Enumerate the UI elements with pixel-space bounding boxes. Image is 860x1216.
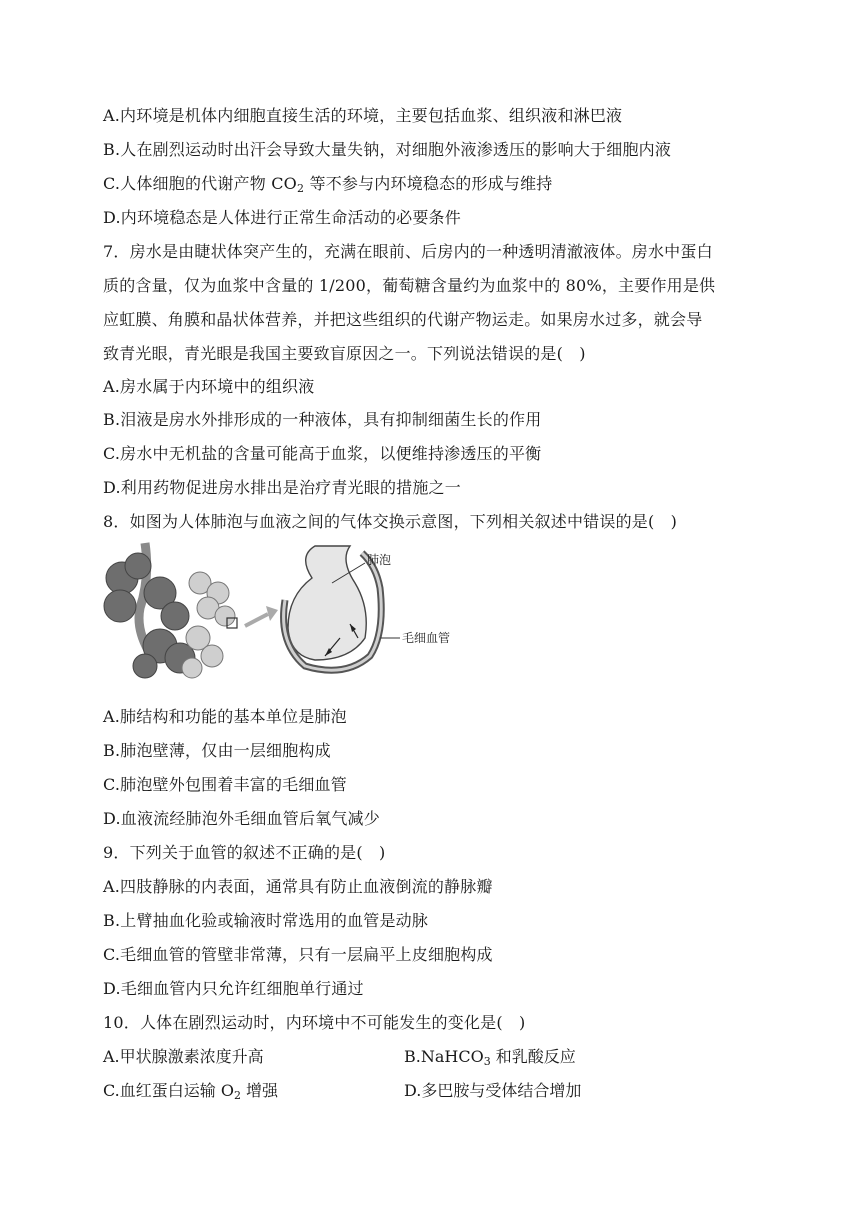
q6-option-d: D.内环境稳态是人体进行正常生命活动的必要条件 [103, 208, 461, 227]
q6-option-c-rest: 等不参与内环境稳态的形成与维持 [304, 174, 553, 193]
q8-option-c: C.肺泡壁外包围着丰富的毛细血管 [103, 775, 347, 794]
q8-option-d: D.血液流经肺泡外毛细血管后氧气减少 [103, 809, 380, 828]
alveolus-label: 肺泡 [367, 553, 392, 567]
alveolar-clusters-dark [104, 553, 195, 678]
q6-option-c [103, 174, 553, 194]
q6-option-a: A.内环境是机体内细胞直接生活的环境，主要包括血浆、组织液和淋巴液 [103, 106, 623, 125]
q10-option-c-subscript: 2 [233, 1089, 241, 1102]
zoom-arrow-head [266, 606, 278, 621]
q9-option-a: A.四肢静脉的内表面，通常具有防止血液倒流的静脉瓣 [103, 877, 493, 896]
q10-option-b-rest: 和乳酸反应 [490, 1047, 576, 1066]
q7-stem-line-2: 质的含量，仅为血浆中含量的 1/200，葡萄糖含量约为血浆中的 80%，主要作用是供 [103, 276, 716, 295]
q10-option-b-text: B.NaHCO [404, 1047, 484, 1066]
q9-stem: 9．下列关于血管的叙述不正确的是( ) [103, 843, 386, 862]
q9-option-c: C.毛细血管的管壁非常薄，只有一层扁平上皮细胞构成 [103, 945, 493, 964]
q10-option-d: D.多巴胺与受体结合增加 [404, 1081, 582, 1100]
q10-option-c [103, 1081, 278, 1101]
alveolus-gas-exchange-figure [100, 538, 460, 688]
q7-option-c: C.房水中无机盐的含量可能高于血浆，以便维持渗透压的平衡 [103, 444, 542, 463]
q10-option-a: A.甲状腺激素浓度升高 [103, 1047, 264, 1066]
zoom-arrow-shaft [245, 614, 268, 626]
q6-option-c-subscript: 2 [297, 182, 305, 195]
q8-option-b: B.肺泡壁薄，仅由一层细胞构成 [103, 741, 331, 760]
q7-stem-line-3: 应虹膜、角膜和晶状体营养，并把这些组织的代谢产物运走。如果房水过多，就会导 [103, 310, 703, 329]
q10-stem: 10．人体在剧烈运动时，内环境中不可能发生的变化是( ) [103, 1013, 526, 1032]
capillary-label: 毛细血管 [402, 631, 451, 645]
alveolus-enlarged [288, 546, 366, 660]
q6-option-c-text: C.人体细胞的代谢产物 CO [103, 174, 298, 193]
q8-stem: 8．如图为人体肺泡与血液之间的气体交换示意图，下列相关叙述中错误的是( ) [103, 512, 678, 531]
q10-option-c-text: C.血红蛋白运输 O [103, 1081, 234, 1100]
q10-option-c-rest: 增强 [240, 1081, 279, 1100]
q7-stem-line-4: 致青光眼，青光眼是我国主要致盲原因之一。下列说法错误的是( ) [103, 344, 586, 363]
q8-option-a: A.肺结构和功能的基本单位是肺泡 [103, 707, 347, 726]
q10-option-b-subscript: 3 [483, 1055, 491, 1068]
q6-option-b: B.人在剧烈运动时出汗会导致大量失钠，对细胞外液渗透压的影响大于细胞内液 [103, 140, 672, 159]
q9-option-b: B.上臂抽血化验或输液时常选用的血管是动脉 [103, 911, 429, 930]
q10-option-b [404, 1047, 576, 1067]
q7-option-d: D.利用药物促进房水排出是治疗青光眼的措施之一 [103, 478, 461, 497]
q7-option-b: B.泪液是房水外排形成的一种液体，具有抑制细菌生长的作用 [103, 410, 542, 429]
q9-option-d: D.毛细血管内只允许红细胞单行通过 [103, 979, 364, 998]
q7-stem-line-1: 7．房水是由睫状体突产生的，充满在眼前、后房内的一种透明清澈液体。房水中蛋白 [103, 242, 713, 261]
q7-option-a: A.房水属于内环境中的组织液 [103, 377, 315, 396]
